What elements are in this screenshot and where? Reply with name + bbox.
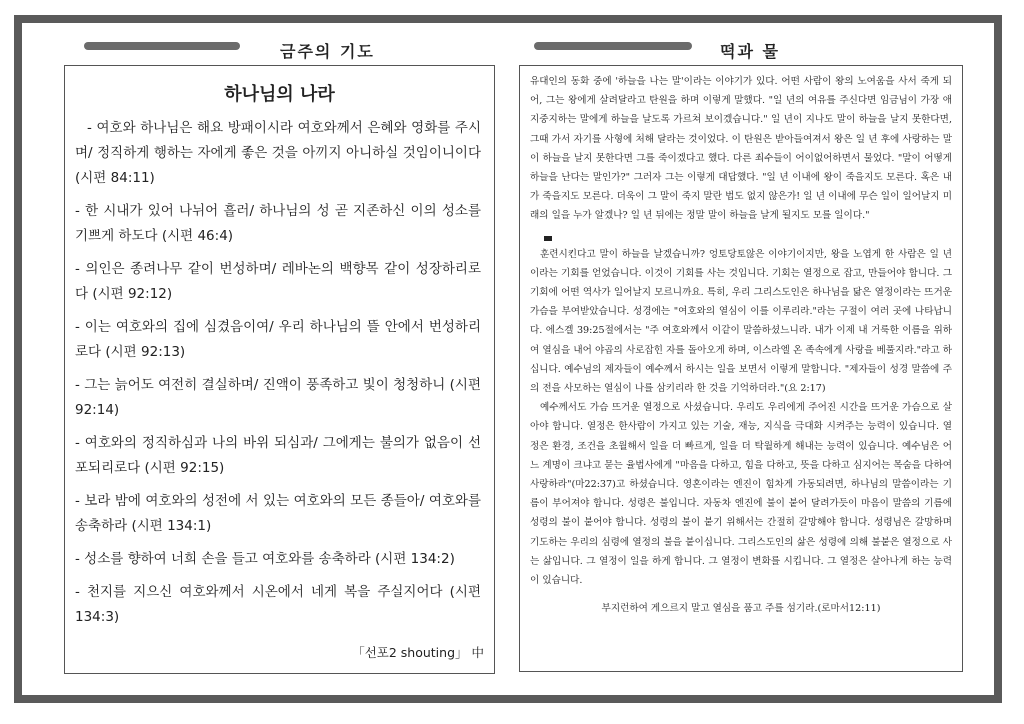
source-citation: 「선포2 shouting」 中 xyxy=(352,645,484,660)
right-header-title: 떡과 물 xyxy=(720,42,780,61)
closing-verse: 부지런하여 게으르지 말고 열심을 품고 주를 섬기라.(로마서12:11) xyxy=(601,603,881,615)
left-header-bar xyxy=(84,42,240,50)
article-paragraph: 예수께서도 가슴 뜨거운 열정으로 사셨습니다. 우리도 우리에게 주어진 시간을 뜨거운 가슴으로 살아야 합니다. 열정은 한사람이 가지고 있는 기술, 재능, 지식을 극대화 시켜주는 능력이 있습니다. 열정은 환경, 조건을 초월해서 일을 더 빠르게, 일을 더 탁월하게 해내는 능력이 있습니다. 예수님은 어느 계명이 크냐고 묻는 율법사에게 "마음을 다하고, 힘을 다하고, 뜻을 다하고 심지어는 목숨을 다하여 사랑하라"(마22:37)고 하셨습니다. 영혼이라는 엔진이 힘차게 가동되려면, 하나님의 말씀이라는 기름이 부어져야 합니다. 성령은 불입니다. 자동차 엔진에 불이 붙어 달려가듯이 마음이 말씀의 기름에 성령의 불이 붙어야 합니다. 성령의 불이 붙기 위해서는 간절히 갈망해야 합니다. 성령님은 갈망하며 기도하는 우리의 심령에 열정의 불을 붙이십니다. 그리스도인의 삶은 성령에 의해 불붙은 열정으로 사는 삶입니다. 그 열정이 일을 하게 합니다. 그 열정이 변화를 시킵니다. 그 열정은 살아나게 하는 능력이 있습니다. xyxy=(530,402,952,587)
verse-item: - 이는 여호와의 집에 심겼음이여/ 우리 하나님의 뜰 안에서 번성하리로다 (시편 92:13) xyxy=(75,319,481,360)
section-marker xyxy=(544,236,552,241)
prayer-title: 하나님의 나라 xyxy=(224,84,335,105)
article-panel xyxy=(519,65,963,672)
left-header-title: 금주의 기도 xyxy=(280,42,375,61)
verse-item: - 그는 늙어도 여전히 결실하며/ 진액이 풍족하고 빛이 청청하니 (시편 92:14) xyxy=(75,377,481,418)
article-paragraph: 훈련시킨다고 말이 하늘을 날겠습니까? 엉토당토않은 이야기이지만, 왕을 노엽게 한 사람은 일 년이라는 기회를 얻었습니다. 이것이 기회를 사는 것입니다. 기회는 열정으로 잡고, 만들어야 합니다. 그 기회에 어떤 역사가 일어날지 모르니까요. 특히, 우리 그리스도인은 하나님을 닮은 열정이라는 뜨거운 가슴을 부여받았습니다. 성경에는 "여호와의 열심이 이를 이루리라."라는 구절이 여러 곳에 나타납니다. 에스겔 39:25절에서는 "주 여호와께서 이같이 말씀하셨느니라. 내가 이제 내 거룩한 이름을 위하여 열심을 내어 야곱의 사로잡힌 자를 돌아오게 하며, 이스라엘 온 족속에게 사랑을 베풀지라."라고 하십니다. 예수님의 제자들이 예수께서 하시는 일을 보면서 이렇게 말합니다. "제자들이 성경 말씀에 주의 전을 사모하는 열심이 나를 삼키리라 한 것을 기억하더라."(요 2:17) xyxy=(530,248,952,395)
verse-item: - 보라 밤에 여호와의 성전에 서 있는 여호와의 모든 종들아/ 여호와를 송축하라 (시편 134:1) xyxy=(75,493,481,534)
verse-item: - 한 시내가 있어 나뉘어 흘러/ 하나님의 성 곧 지존하신 이의 성소를 기쁘게 하도다 (시편 46:4) xyxy=(75,203,481,244)
article-paragraph: 유대인의 동화 중에 '하늘을 나는 말'이라는 이야기가 있다. 어떤 사람이 왕의 노여움을 사서 죽게 되어, 그는 왕에게 살려달라고 탄원을 하며 이렇게 말했다. "일 년의 여유를 주신다면 임금님이 가장 애지중지하는 말에게 하늘을 날도록 가르쳐 보이겠습니다." 일 년이 지나도 말이 하늘을 날지 못한다면, 그때 가서 자기를 사형에 처해 달라는 것이었다. 이 탄원은 받아들여져서 왕은 일 년 후에 사랑하는 말이 하늘을 날지 못한다면 그를 죽이겠다고 했다. 다른 죄수들이 어이없어하면서 물었다. "말이 어떻게 하늘을 난다는 말인가?" 그러자 그는 이렇게 대답했다. "일 년 이내에 왕이 죽을지도 모른다. 혹은 내가 죽을지도 모른다. 더욱이 그 말이 죽지 말란 법도 없지 않은가! 일 년 이내에 무슨 일이 일어날지 미래의 일을 누가 알겠나? 일 년 뒤에는 정말 말이 하늘을 날게 될지도 모를 일이다." xyxy=(530,76,952,222)
verse-item: - 천지를 지으신 여호와께서 시온에서 네게 복을 주실지어다 (시편 134:3) xyxy=(75,584,481,625)
verse-item: - 성소를 향하여 너희 손을 들고 여호와를 송축하라 (시편 134:2) xyxy=(75,551,455,567)
verse-item: - 의인은 종려나무 같이 번성하며/ 레바논의 백향목 같이 성장하리로다 (시편 92:12) xyxy=(75,261,481,302)
verse-item: - 여호와의 정직하심과 나의 바위 되심과/ 그에게는 불의가 없음이 선포되리로다 (시편 92:15) xyxy=(75,435,481,476)
right-header-bar xyxy=(534,42,692,50)
verse-item: - 여호와 하나님은 해요 방패이시라 여호와께서 은혜와 영화를 주시며/ 정직하게 행하는 자에게 좋은 것을 아끼지 아니하실 것임이니이다 (시편 84:11) xyxy=(75,120,481,186)
prayer-panel xyxy=(64,65,495,674)
